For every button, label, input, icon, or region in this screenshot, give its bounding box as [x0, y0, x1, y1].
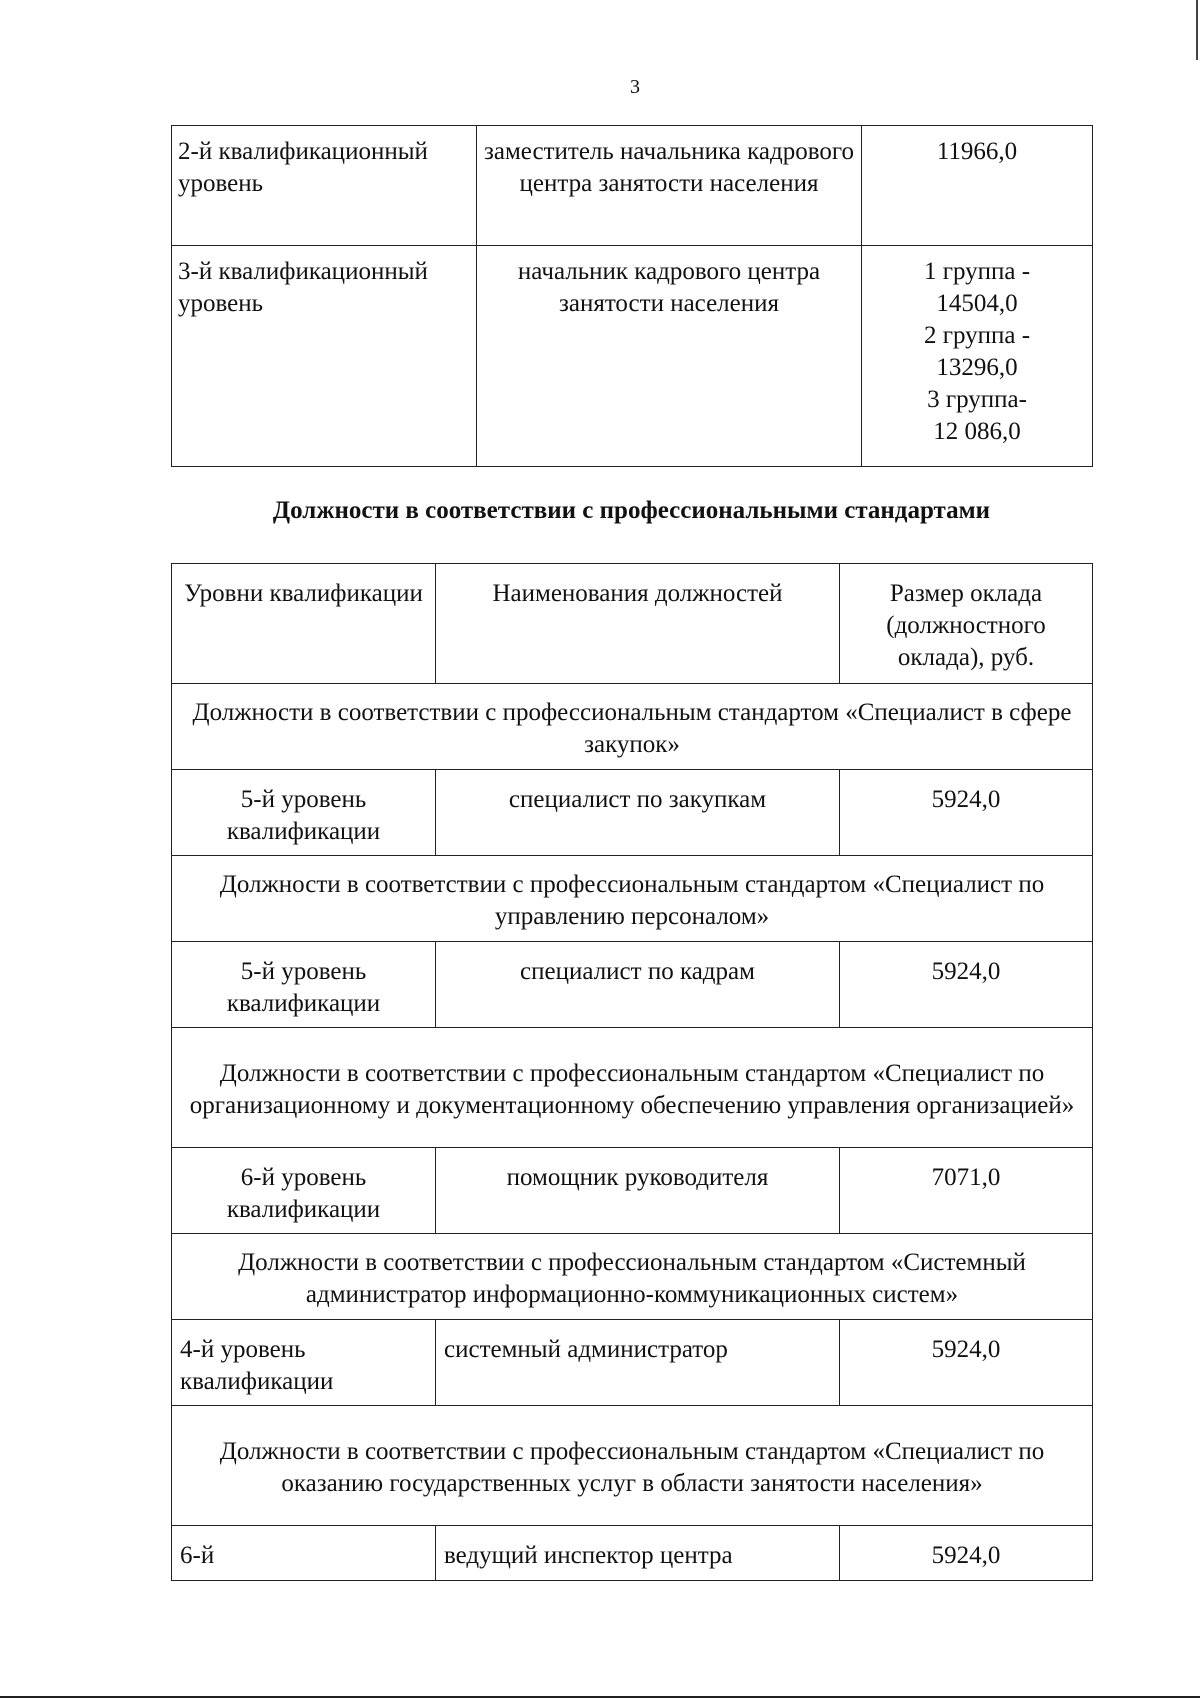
section-title: Должности в соответствии с профессиональным стандартом «Системный администратор информационно-коммуникационных систем»: [172, 1234, 1093, 1320]
scan-bottom-line: [0, 1696, 1200, 1698]
section-row: [172, 1234, 1093, 1320]
table-row: [172, 1148, 1093, 1234]
qualification-level-cell: 5-й уровень квалификации: [172, 942, 436, 1028]
salary-cell: 11966,0: [862, 126, 1093, 246]
section-row: [172, 1028, 1093, 1148]
salary-line: 1 группа -: [923, 258, 1031, 285]
qualification-level-cell: 6-й уровень квалификации: [172, 1148, 436, 1234]
qualification-level-cell: 5-й уровень квалификации: [172, 770, 436, 856]
salary-cell: 5924,0: [840, 1320, 1093, 1406]
table-row: [172, 246, 1093, 467]
table-row: [172, 126, 1093, 246]
page-number: 3: [630, 76, 640, 98]
table-row: [172, 1526, 1093, 1581]
qualification-level-cell: 2-й квалификационный уровень: [172, 126, 477, 246]
section-title: Должности в соответствии с профессиональным стандартом «Специалист по организационному и документационному обеспечению управления организацией»: [172, 1028, 1093, 1148]
salary-cell: [862, 246, 1093, 467]
position-name-cell: системный администратор: [436, 1320, 840, 1406]
qualification-level-cell: 3-й квалификационный уровень: [172, 246, 477, 467]
section-title: Должности в соответствии с профессиональным стандартом «Специалист по оказанию государственных услуг в области занятости населения»: [172, 1406, 1093, 1526]
position-name-cell: помощник руководителя: [436, 1148, 840, 1234]
column-header-level: Уровни квалификации: [172, 564, 436, 684]
position-name-cell: ведущий инспектор центра: [436, 1526, 840, 1581]
section-row: [172, 684, 1093, 770]
column-header-salary: Размер оклада (должностного оклада), руб.: [840, 564, 1093, 684]
qualification-level-cell: 4-й уровень квалификации: [172, 1320, 436, 1406]
section-title: Должности в соответствии с профессиональным стандартом «Специалист по управлению персоналом»: [172, 856, 1093, 942]
professional-standards-table: [171, 563, 1093, 1581]
scan-edge-line: [1196, 0, 1198, 60]
section-title: Должности в соответствии с профессиональным стандартом «Специалист в сфере закупок»: [172, 684, 1093, 770]
position-name-cell: специалист по закупкам: [436, 770, 840, 856]
salary-line: 12 086,0: [933, 418, 1021, 445]
position-name-cell: начальник кадрового центра занятости населения: [477, 246, 862, 467]
position-name-cell: специалист по кадрам: [436, 942, 840, 1028]
position-name-cell: заместитель начальника кадрового центра занятости населения: [477, 126, 862, 246]
section-row: [172, 856, 1093, 942]
salary-cell: 5924,0: [840, 942, 1093, 1028]
table-header-row: [172, 564, 1093, 684]
table-row: [172, 942, 1093, 1028]
qualification-level-cell: 6-й: [172, 1526, 436, 1581]
salary-line: 14504,0: [936, 290, 1018, 317]
salary-table-continued: [171, 125, 1093, 467]
table-row: [172, 1320, 1093, 1406]
section-row: [172, 1406, 1093, 1526]
column-header-position: Наименования должностей: [436, 564, 840, 684]
section-heading: Должности в соответствии с профессиональными стандартами: [272, 497, 991, 524]
table-row: [172, 770, 1093, 856]
salary-line: 3 группа-: [927, 386, 1027, 413]
salary-line: 13296,0: [936, 354, 1018, 381]
salary-line: 2 группа -: [923, 322, 1031, 349]
salary-cell: 5924,0: [840, 770, 1093, 856]
salary-cell: 5924,0: [840, 1526, 1093, 1581]
salary-cell: 7071,0: [840, 1148, 1093, 1234]
